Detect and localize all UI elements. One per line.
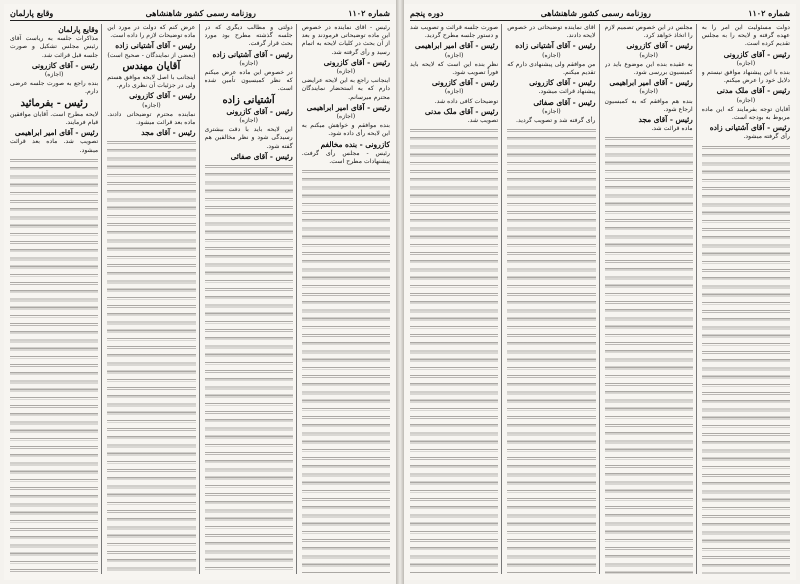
paragraph: نماینده محترم توضیحاتی دادند. ماده بعد قرائت میشود. — [107, 110, 196, 127]
permission-note: (اجازه) — [736, 59, 756, 67]
paragraph: این لایحه باید با دقت بیشتری رسیدگی شود و نظر مخالفین هم گفته شود. — [204, 126, 293, 150]
speaker-line: رئیس - آقای کازرونی — [529, 78, 596, 88]
paragraph: دولتی و مطالب دیگری که در جلسه گذشته مطرح بود مورد بحث قرار گرفت. — [204, 24, 293, 48]
section-heading: آشتیانی زاده — [222, 94, 275, 106]
dense-text-block — [107, 139, 195, 574]
paragraph: آقایان توجه بفرمایند که این ماده مربوط به بودجه است. — [701, 105, 790, 122]
paragraph: من موافقم ولی پیشنهادی دارم که تقدیم میکنم. — [507, 60, 596, 77]
speaker-line: رئیس - آقای امیر ابراهیمی — [306, 102, 390, 112]
permission-note: (اجازه) — [239, 117, 258, 125]
paragraph: اینجانب راجع به این لایحه عرایضی دارم که به استحضار نمایندگان محترم میرسانم. — [301, 77, 390, 101]
section-heading: آقایان مهندس — [122, 60, 181, 72]
permission-note: (اجازه) — [639, 51, 658, 59]
dense-text-block — [410, 127, 498, 574]
paragraph: بنده با این پیشنهاد موافق نیستم و دلایل خود را عرض میکنم. — [701, 69, 790, 85]
paragraph: دولت مسئولیت این امر را به عهده گرفته و لایحه را به مجلس تقدیم کرده است. — [701, 24, 790, 48]
speaker-line: رئیس - آقای آشتیانی زاده — [709, 123, 790, 133]
speaker-line: رئیس - آقای امیر ابراهیمی — [14, 128, 99, 138]
paragraph: در خصوص این ماده عرض میکنم که نظر کمیسیون تأمین شده است. — [204, 69, 293, 93]
paragraph: مذاکرات جلسه به ریاست آقای رئیس مجلس تشکیل و صورت جلسه قبل قرائت شد. — [10, 35, 99, 59]
speaker-line: رئیس - آقای کازرونی — [323, 57, 390, 67]
paragraph: بنده موافقم و خواهش میکنم به این لایحه رأی داده شود. — [301, 122, 390, 138]
speaker-line: رئیس - آقای کازرونی — [226, 106, 293, 116]
text-column-3 — [507, 24, 599, 574]
page-columns — [410, 24, 790, 574]
text-column-1 — [302, 24, 390, 574]
speaker-line: کازرونی - بنده مخالفم — [320, 139, 390, 149]
paragraph: ماده قرائت شد. — [651, 125, 693, 133]
right-page — [404, 4, 796, 580]
paragraph: رئیس - مجلس رأی گرفت. پیشنهادات مطرح است. — [301, 149, 390, 166]
speaker-line: رئیس - آقای مجد — [141, 128, 196, 138]
paragraph: (بعضی از نمایندگان - صحیح است) — [107, 51, 196, 59]
paragraph: پیشنهاد قرائت میشود. — [538, 88, 596, 96]
speaker-line: رئیس - آقای آشتیانی زاده — [115, 41, 196, 51]
permission-note: (اجازه) — [239, 59, 258, 67]
speaker-line: رئیس - آقای امیر ابراهیمی — [609, 78, 693, 88]
paragraph: صورت جلسه قرائت و تصویب شد و دستور جلسه مطرح گردید. — [410, 24, 499, 40]
paragraph: رئیس - آقای نماینده در خصوص این ماده توضیحاتی فرمودند و بعد از آن بحث در کلیات لایحه به اتمام رسید و رأی گرفته شد. — [301, 24, 390, 56]
page-header — [410, 6, 790, 21]
paragraph: تصویب شد. — [467, 117, 499, 125]
paragraph: آقای نماینده توضیحاتی در خصوص لایحه دادند. — [507, 24, 596, 40]
permission-note: (اجازه) — [736, 96, 756, 104]
permission-note: (اجازه) — [639, 88, 658, 96]
speaker-line: رئیس - آقای صفائی — [533, 97, 596, 107]
paragraph: نظر بنده این است که لایحه باید فوراً تصویب شود. — [410, 60, 499, 77]
speaker-line: رئیس - آقای صفائی — [230, 151, 293, 161]
permission-note: (اجازه) — [142, 101, 161, 109]
header-title: روزنامه رسمی کشور شاهنشاهی — [540, 8, 651, 18]
left-page — [4, 4, 396, 580]
dense-text-block — [302, 168, 390, 574]
permission-note: (اجازه) — [44, 71, 64, 79]
speaker-line: رئیس - آقای مجد — [638, 115, 693, 125]
page-header — [10, 6, 390, 21]
speaker-line: وقایع پارلمان — [58, 25, 99, 34]
permission-note: (اجازه) — [542, 51, 561, 59]
book-gutter — [396, 0, 404, 584]
paragraph: به عقیده بنده این موضوع باید در کمیسیون بررسی شود. — [604, 60, 693, 77]
paragraph: مجلس در این خصوص تصمیم لازم را اتخاذ خواهد کرد. — [604, 24, 693, 40]
dense-text-block — [10, 157, 98, 574]
permission-note: (اجازه) — [444, 51, 464, 59]
speaker-line: رئیس - آقای امیر ابراهیمی — [414, 41, 499, 51]
speaker-line: رئیس - آقای آشتیانی زاده — [212, 49, 293, 59]
permission-note: (اجازه) — [444, 88, 464, 96]
speaker-line: رئیس - آقای کازرونی — [723, 49, 790, 59]
permission-note: (اجازه) — [336, 68, 356, 76]
dense-text-block — [507, 127, 595, 574]
speaker-line: رئیس - آقای ملک مدنی — [716, 86, 790, 96]
speaker-line: رئیس - آقای کازرونی — [31, 60, 99, 70]
paragraph: توضیحات کافی داده شد. — [434, 97, 499, 105]
speaker-line: رئیس - آقای ملک مدنی — [424, 106, 499, 116]
paragraph: لایحه مطرح است. آقایان موافقین قیام فرمایند. — [10, 110, 99, 127]
paragraph: بنده راجع به صورت جلسه عرضی دارم. — [10, 80, 99, 96]
paragraph: تصویب شد. ماده بعد قرائت میشود. — [10, 138, 99, 154]
header-section: وقایع پارلمان — [10, 8, 54, 18]
paragraph: اینجانب با اصل لایحه موافق هستم ولی در جزئیات آن نظری دارم. — [107, 74, 196, 90]
paragraph: رأی گرفته شد و تصویب گردید. — [516, 117, 596, 125]
page-columns — [10, 24, 390, 574]
text-column-2 — [205, 24, 297, 574]
text-column-2 — [605, 24, 697, 574]
paragraph: عرض کنم که دولت در مورد این ماده توضیحات لازم را داده است. — [107, 24, 196, 40]
speaker-line: رئیس - آقای کازرونی — [626, 41, 693, 51]
dense-text-block — [205, 163, 293, 574]
text-column-4 — [410, 24, 502, 574]
dense-text-block — [702, 144, 790, 574]
section-heading: رئیس - بفرمائید — [20, 97, 88, 109]
header-section: دوره پنجم — [410, 8, 444, 18]
dense-text-block — [605, 135, 693, 574]
header-issue: شماره ۱۱۰۲ — [748, 8, 790, 18]
speaker-line: رئیس - آقای کازرونی — [129, 91, 196, 101]
speaker-line: رئیس - آقای کازرونی — [431, 78, 499, 88]
header-title: روزنامه رسمی کشور شاهنشاهی — [145, 8, 256, 18]
paragraph: بنده هم موافقم که به کمیسیون ارجاع شود. — [604, 97, 693, 113]
text-column-1 — [702, 24, 790, 574]
text-column-4 — [10, 24, 102, 574]
speaker-line: رئیس - آقای آشتیانی زاده — [515, 41, 596, 51]
permission-note: (اجازه) — [542, 107, 561, 115]
permission-note: (اجازه) — [336, 113, 356, 121]
text-column-3 — [107, 24, 199, 574]
header-issue: شماره ۱۱۰۲ — [348, 8, 390, 18]
paragraph: رأی گرفته میشود. — [743, 133, 790, 141]
